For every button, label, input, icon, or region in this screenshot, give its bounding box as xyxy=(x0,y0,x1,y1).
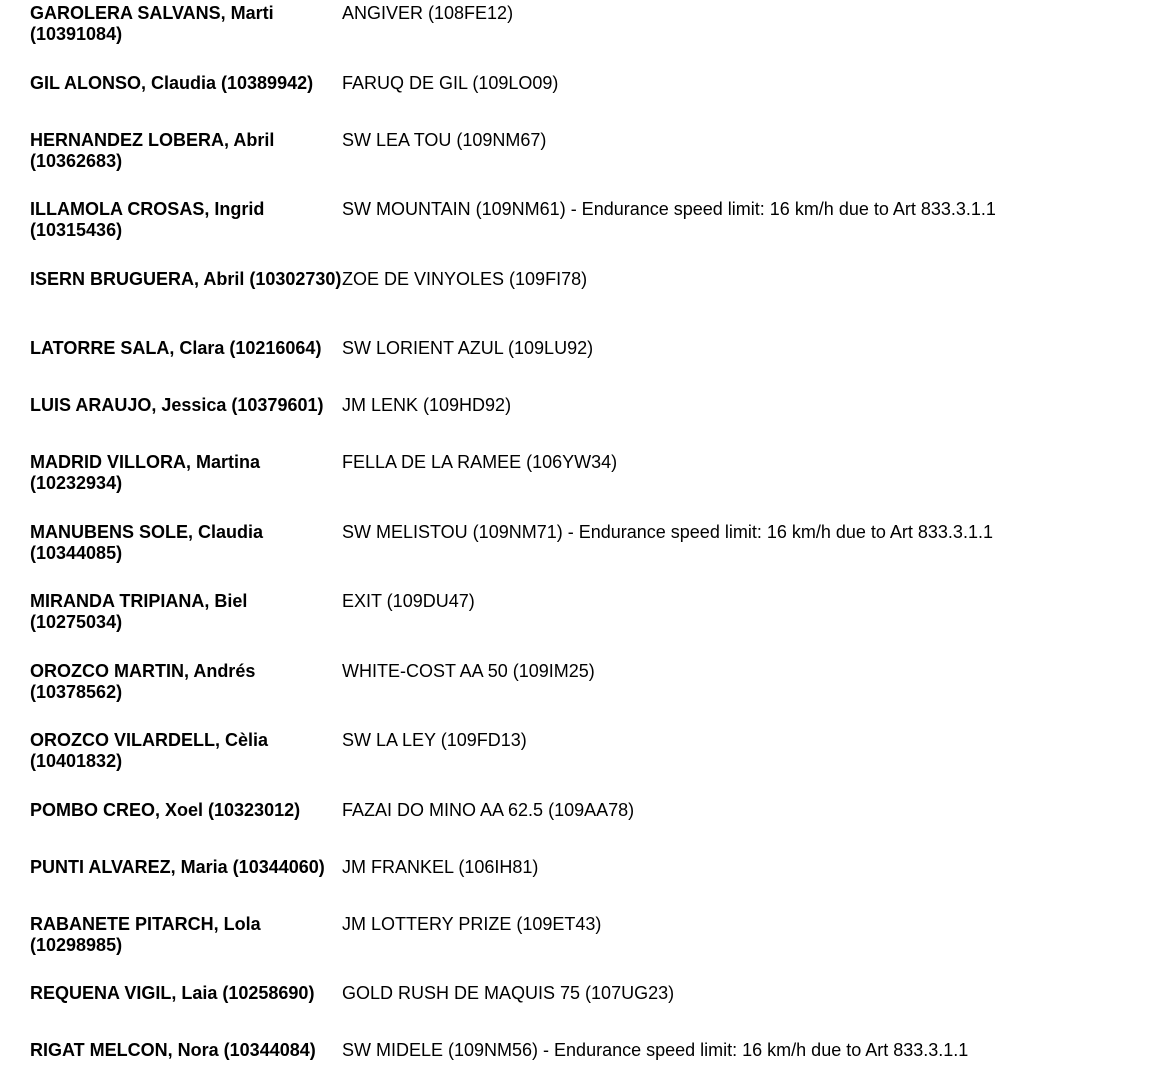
horse-name: GOLD RUSH DE MAQUIS 75 (107UG23) xyxy=(342,983,675,1003)
horse-name: FARUQ DE GIL (109LO09) xyxy=(342,73,559,93)
horse-name: SW LORIENT AZUL (109LU92) xyxy=(342,338,594,358)
rider-name: REQUENA VIGIL, Laia (10258690) xyxy=(30,983,315,1003)
horse-name: FAZAI DO MINO AA 62.5 (109AA78) xyxy=(342,800,635,820)
rider-name: MADRID VILLORA, Martina (10232934) xyxy=(30,452,261,493)
rider-name: ILLAMOLA CROSAS, Ingrid (10315436) xyxy=(30,199,265,240)
rider-name: ISERN BRUGUERA, Abril (10302730) xyxy=(30,269,342,289)
horse-name: JM FRANKEL (106IH81) xyxy=(342,857,539,877)
horse-name: EXIT (109DU47) xyxy=(342,591,475,611)
horse-name: SW LA LEY (109FD13) xyxy=(342,730,527,750)
rider-name: RABANETE PITARCH, Lola (10298985) xyxy=(30,914,261,955)
rider-name: RIGAT MELCON, Nora (10344084) xyxy=(30,1040,316,1060)
horse-name: JM LENK (109HD92) xyxy=(342,395,512,415)
horse-name: ZOE DE VINYOLES (109FI78) xyxy=(342,269,588,289)
horse-name: WHITE-COST AA 50 (109IM25) xyxy=(342,661,595,681)
rider-name: POMBO CREO, Xoel (10323012) xyxy=(30,800,301,820)
rider-name: LATORRE SALA, Clara (10216064) xyxy=(30,338,322,358)
horse-name: FELLA DE LA RAMEE (106YW34) xyxy=(342,452,618,472)
horse-name: SW MIDELE (109NM56) - Endurance speed limit: 16 km/h due to Art 833.3.1.1 xyxy=(342,1040,969,1060)
rider-name: GAROLERA SALVANS, Marti (10391084) xyxy=(30,3,274,44)
horse-name: SW LEA TOU (109NM67) xyxy=(342,130,547,150)
rider-name: OROZCO VILARDELL, Cèlia (10401832) xyxy=(30,730,269,771)
horse-name: JM LOTTERY PRIZE (109ET43) xyxy=(342,914,602,934)
rider-name: MIRANDA TRIPIANA, Biel (10275034) xyxy=(30,591,248,632)
horse-name: ANGIVER (108FE12) xyxy=(342,3,514,23)
horse-name: SW MELISTOU (109NM71) - Endurance speed limit: 16 km/h due to Art 833.3.1.1 xyxy=(342,522,993,542)
rider-name: MANUBENS SOLE, Claudia (10344085) xyxy=(30,522,264,563)
rider-name: HERNANDEZ LOBERA, Abril (10362683) xyxy=(30,130,275,171)
rider-name: GIL ALONSO, Claudia (10389942) xyxy=(30,73,314,93)
rider-name: LUIS ARAUJO, Jessica (10379601) xyxy=(30,395,324,415)
rider-name: PUNTI ALVAREZ, Maria (10344060) xyxy=(30,857,325,877)
horse-name: SW MOUNTAIN (109NM61) - Endurance speed limit: 16 km/h due to Art 833.3.1.1 xyxy=(342,199,996,219)
rider-name: OROZCO MARTIN, Andrés (10378562) xyxy=(30,661,256,702)
